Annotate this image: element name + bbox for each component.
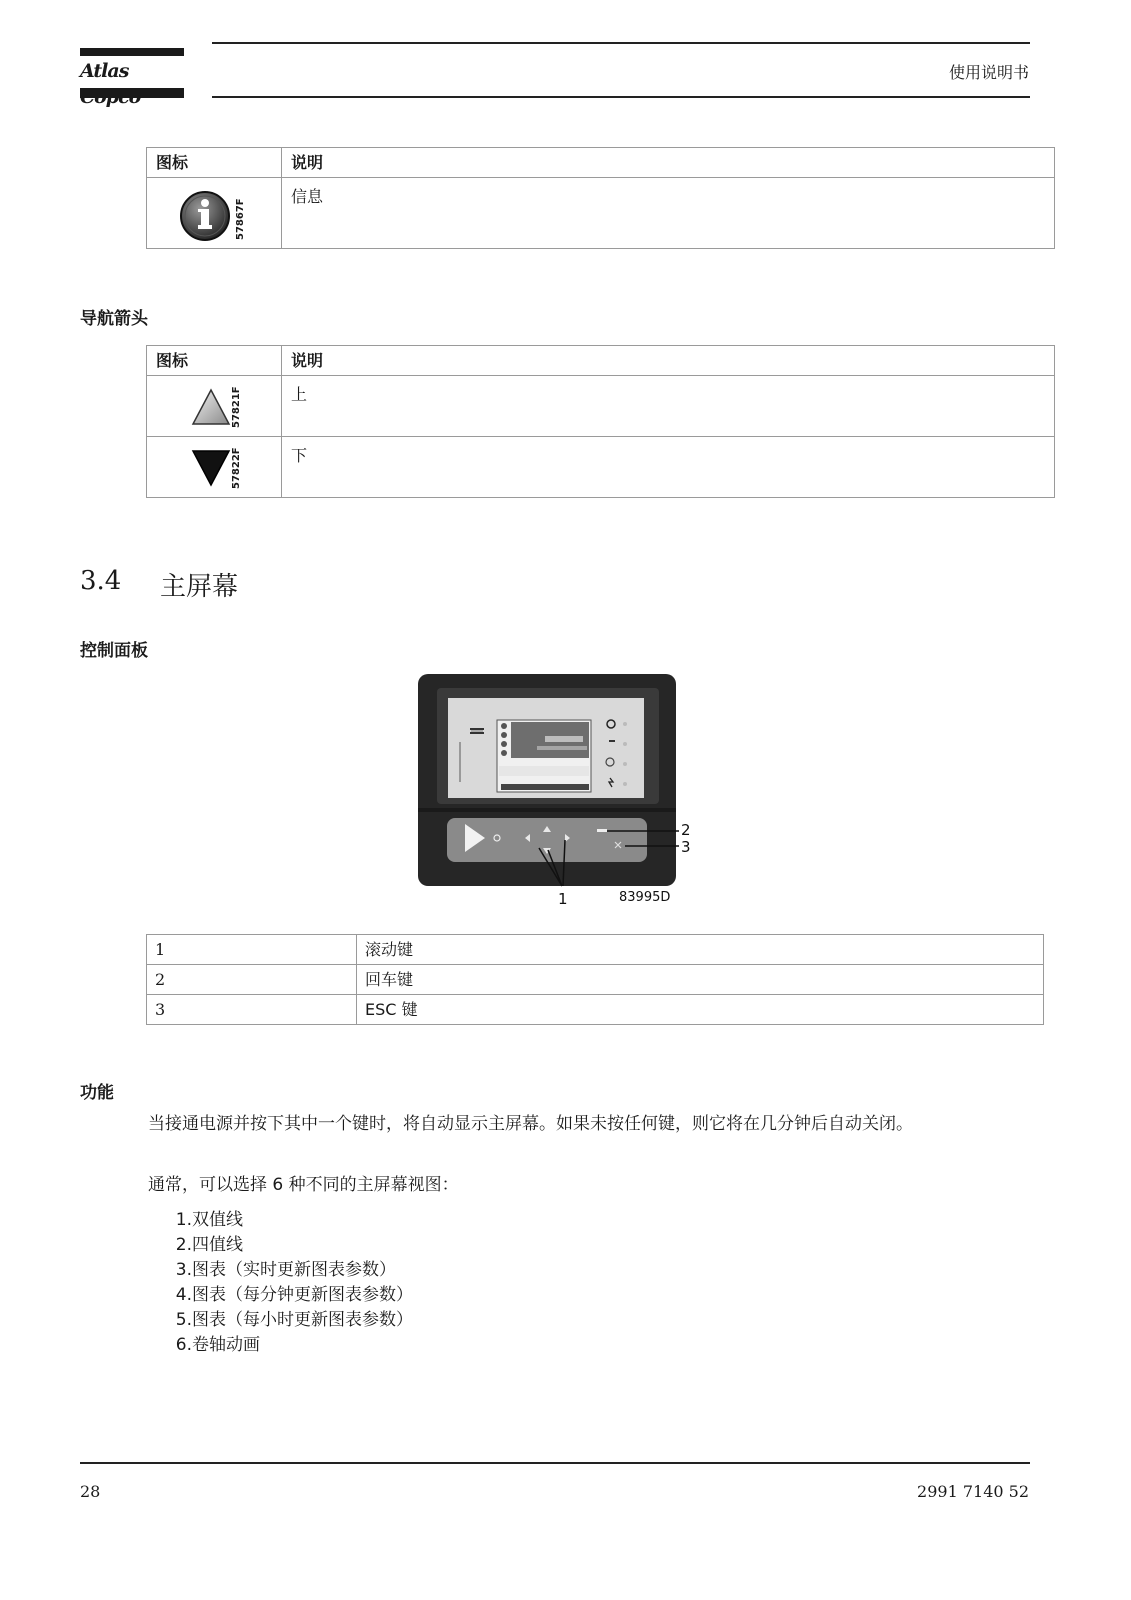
callout-1: 1 xyxy=(558,890,568,908)
col-header-icon: 图标 xyxy=(147,148,282,178)
brand-name: Atlas xyxy=(80,60,129,82)
icon-cell xyxy=(147,376,282,437)
key-label: 滚动键 xyxy=(357,935,1044,965)
icon-cell xyxy=(147,178,282,249)
control-panel-figure xyxy=(415,672,715,910)
col-header-desc: 说明 xyxy=(282,346,1055,376)
function-paragraph: 当接通电源并按下其中一个键时，将自动显示主屏幕。如果未按任何键，则它将在几分钟后自动关闭。 xyxy=(148,1114,913,1134)
manual-title: 使用说明书 xyxy=(948,63,1029,82)
list-number: 1. xyxy=(175,1210,192,1230)
nav-heading: 导航箭头 xyxy=(80,309,148,329)
section-title: 主屏幕 xyxy=(160,572,239,602)
nav-arrows-table xyxy=(146,345,1055,498)
views-intro: 通常，可以选择 6 种不同的主屏幕视图： xyxy=(148,1175,459,1195)
figure-code: 57821F xyxy=(231,386,242,428)
icon-description: 信息 xyxy=(282,178,1055,249)
icon-description: 下 xyxy=(282,437,1055,498)
service-icon xyxy=(609,740,615,742)
icon-cell xyxy=(147,437,282,498)
key-label: 回车键 xyxy=(357,965,1044,995)
arrow-up-icon xyxy=(191,388,231,428)
info-icon xyxy=(179,184,239,244)
header-rule-top xyxy=(212,42,1030,44)
table-row xyxy=(147,437,1055,498)
figure-code: 57822F xyxy=(231,447,242,489)
key-number: 3 xyxy=(147,995,357,1025)
list-item xyxy=(148,1283,413,1308)
section-number: 3.4 xyxy=(80,566,122,596)
table-row xyxy=(147,376,1055,437)
list-text: 图表（每分钟更新图表参数） xyxy=(192,1285,413,1305)
function-heading: 功能 xyxy=(80,1083,114,1103)
control-panel-heading: 控制面板 xyxy=(80,641,148,661)
arrow-down-icon xyxy=(191,447,231,487)
enter-key[interactable] xyxy=(597,829,607,832)
key-number: 1 xyxy=(147,935,357,965)
list-text: 图表（实时更新图表参数） xyxy=(192,1260,396,1280)
list-text: 双值线 xyxy=(192,1210,243,1230)
views-list xyxy=(148,1208,413,1358)
table-row xyxy=(147,995,1044,1025)
list-number: 5. xyxy=(175,1310,192,1330)
icon-description: 上 xyxy=(282,376,1055,437)
list-item xyxy=(148,1258,413,1283)
callout-3: 3 xyxy=(681,838,691,856)
list-number: 6. xyxy=(175,1335,192,1355)
page-number: 28 xyxy=(80,1482,101,1501)
list-text: 图表（每小时更新图表参数） xyxy=(192,1310,413,1330)
figure-code: 57867F xyxy=(235,198,246,240)
list-text: 卷轴动画 xyxy=(192,1335,260,1355)
list-item xyxy=(148,1233,413,1258)
callout-2: 2 xyxy=(681,821,691,839)
list-text: 四值线 xyxy=(192,1235,243,1255)
col-header-icon: 图标 xyxy=(147,346,282,376)
key-number: 2 xyxy=(147,965,357,995)
header-rule-bottom xyxy=(212,96,1030,98)
document-number: 2991 7140 52 xyxy=(917,1482,1029,1501)
table-row xyxy=(147,965,1044,995)
table-row xyxy=(147,935,1044,965)
table-row xyxy=(147,178,1055,249)
list-item xyxy=(148,1333,413,1358)
list-item xyxy=(148,1208,413,1233)
list-number: 3. xyxy=(175,1260,192,1280)
list-number: 2. xyxy=(175,1235,192,1255)
info-icon-table xyxy=(146,147,1055,249)
list-number: 4. xyxy=(175,1285,192,1305)
keys-table xyxy=(146,934,1044,1025)
list-item xyxy=(148,1308,413,1333)
figure-code: 83995D xyxy=(619,890,671,905)
footer-rule xyxy=(80,1462,1030,1464)
col-header-desc: 说明 xyxy=(282,148,1055,178)
key-label: ESC 键 xyxy=(357,995,1044,1025)
